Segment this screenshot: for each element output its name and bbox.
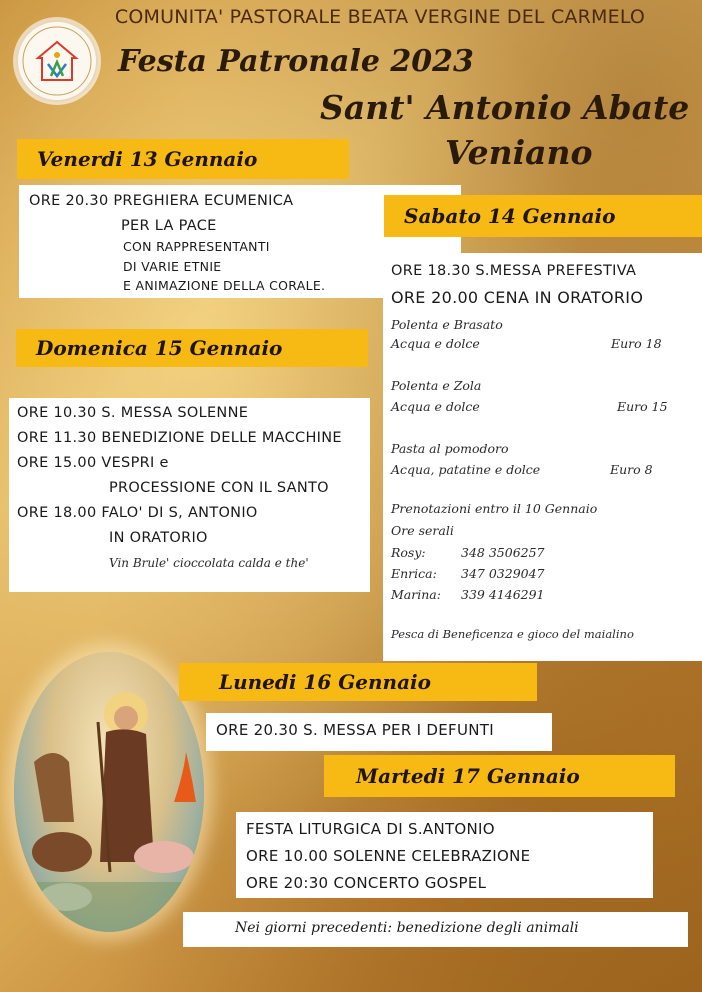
venerdi-line: ORE 20.30 PREGHIERA ECUMENICA — [29, 193, 294, 209]
parish-name: COMUNITA' PASTORALE BEATA VERGINE DEL CARMELO — [114, 6, 646, 28]
martedi-banner-label: Martedi 17 Gennaio — [356, 764, 580, 788]
sabato-box — [383, 253, 702, 661]
martedi-line: FESTA LITURGICA DI S.ANTONIO — [246, 820, 495, 838]
domenica-line: ORE 11.30 BENEDIZIONE DELLE MACCHINE — [17, 430, 342, 446]
contact-name: Rosy: — [391, 545, 426, 560]
menu-extra: Acqua, patatine e dolce — [391, 462, 541, 477]
sabato-banner — [384, 195, 702, 237]
martedi-line: ORE 10.00 SOLENNE CELEBRAZIONE — [246, 847, 531, 865]
venerdi-banner — [17, 139, 349, 179]
venerdi-line: E ANIMAZIONE DELLA CORALE. — [123, 278, 326, 293]
sabato-line-messa: ORE 18.30 S.MESSA PREFESTIVA — [391, 263, 637, 279]
martedi-line: ORE 20:30 CONCERTO GOSPEL — [246, 874, 487, 892]
footer-note-box — [183, 912, 688, 947]
menu-dish: Pasta al pomodoro — [391, 441, 509, 456]
domenica-banner — [16, 329, 368, 367]
venerdi-line: PER LA PACE — [121, 218, 217, 234]
contact-phone: 347 0329047 — [461, 566, 545, 581]
booking-hours: Ore serali — [391, 523, 454, 538]
lunedi-box — [206, 713, 552, 751]
lunedi-banner — [179, 663, 537, 701]
festival-title: Festa Patronale 2023 — [118, 44, 474, 79]
venerdi-banner-label: Venerdi 13 Gennaio — [37, 147, 258, 171]
menu-price: Euro 18 — [611, 336, 662, 351]
sabato-line-cena: ORE 20.00 CENA IN ORATORIO — [391, 288, 644, 307]
domenica-line: PROCESSIONE CON IL SANTO — [109, 480, 329, 496]
venerdi-line: CON RAPPRESENTANTI — [123, 239, 270, 254]
contact-phone: 339 4146291 — [461, 587, 545, 602]
sabato-footer: Pesca di Beneficenza e gioco del maialino — [391, 627, 634, 641]
domenica-line: IN ORATORIO — [109, 530, 208, 546]
menu-dish: Polenta e Brasato — [391, 317, 503, 332]
venerdi-line: DI VARIE ETNIE — [123, 259, 222, 274]
domenica-banner-label: Domenica 15 Gennaio — [36, 336, 283, 360]
lunedi-banner-label: Lunedi 16 Gennaio — [219, 670, 431, 694]
menu-extra: Acqua e dolce — [391, 399, 480, 414]
menu-extra: Acqua e dolce — [391, 336, 480, 351]
lunedi-line: ORE 20.30 S. MESSA PER I DEFUNTI — [216, 721, 494, 739]
sabato-banner-label: Sabato 14 Gennaio — [404, 204, 616, 228]
martedi-banner — [324, 755, 675, 797]
parish-logo-icon — [16, 20, 98, 102]
domenica-note: Vin Brule' cioccolata calda e the' — [109, 556, 309, 570]
contact-name: Marina: — [391, 587, 441, 602]
town-title: Veniano — [445, 133, 593, 172]
domenica-box — [9, 398, 370, 592]
martedi-box — [236, 812, 653, 898]
domenica-line: ORE 10.30 S. MESSA SOLENNE — [17, 405, 249, 421]
contact-phone: 348 3506257 — [461, 545, 545, 560]
menu-price: Euro 15 — [617, 399, 668, 414]
saint-antonio-image — [14, 652, 204, 932]
menu-dish: Polenta e Zola — [391, 378, 482, 393]
domenica-line: ORE 18.00 FALO' DI S, ANTONIO — [17, 505, 258, 521]
saint-title: Sant' Antonio Abate — [320, 88, 690, 127]
domenica-line: ORE 15.00 VESPRI e — [17, 455, 169, 471]
booking-deadline: Prenotazioni entro il 10 Gennaio — [391, 501, 598, 516]
contact-name: Enrica: — [391, 566, 437, 581]
menu-price: Euro 8 — [610, 462, 653, 477]
footer-note: Nei giorni precedenti: benedizione degli animali — [235, 920, 579, 936]
